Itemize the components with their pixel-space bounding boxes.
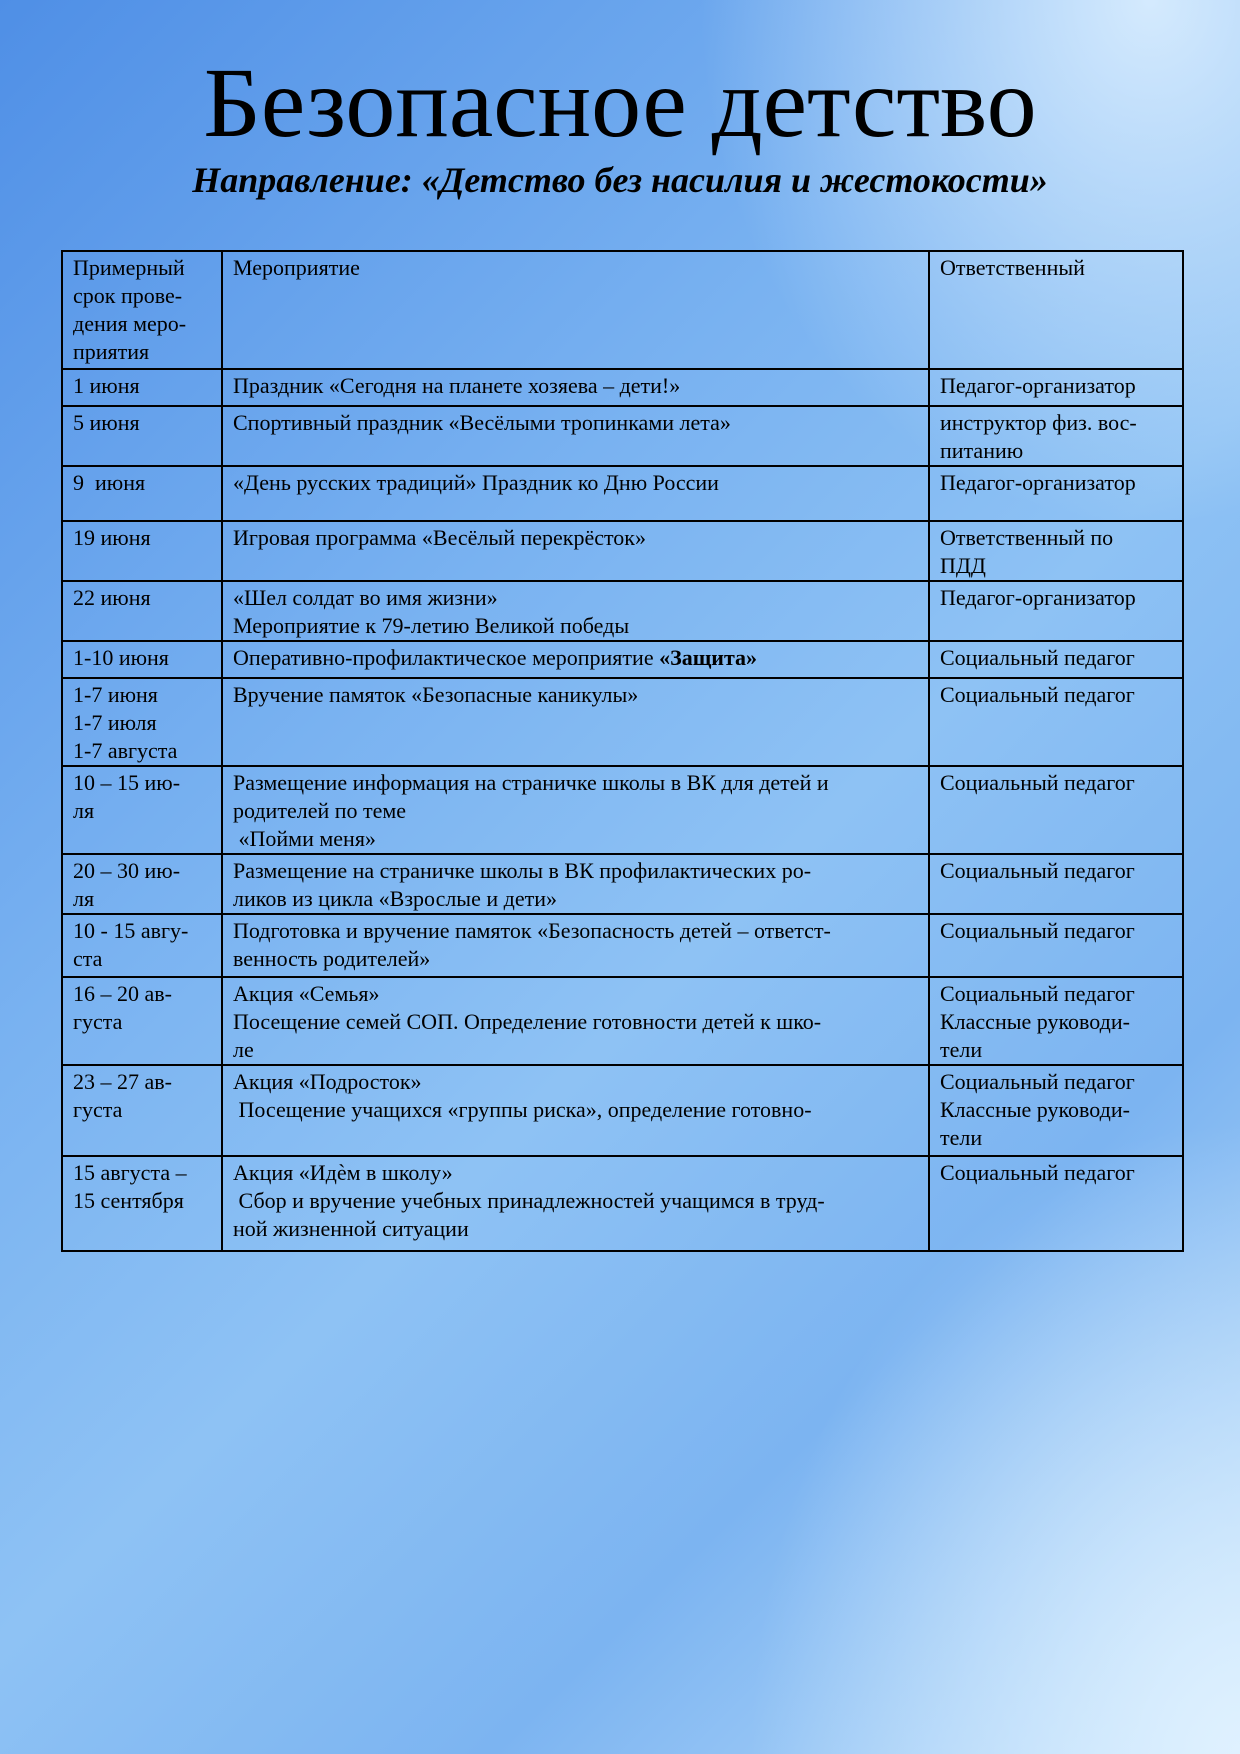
responsible-cell — [929, 369, 1183, 406]
event-cell — [222, 466, 929, 521]
responsible-cell — [929, 854, 1183, 914]
responsible-line: Ответственный по — [940, 525, 1114, 550]
date-cell — [62, 466, 222, 521]
date-cell — [62, 854, 222, 914]
responsible-cell — [929, 581, 1183, 641]
responsible-line: Педагог-организатор — [940, 373, 1136, 398]
table-row — [62, 521, 1183, 581]
date-line: 5 июня — [73, 410, 140, 435]
date-cell — [62, 406, 222, 466]
event-line: «День русских традиций» Праздник ко Дню России — [233, 470, 719, 495]
responsible-cell — [929, 521, 1183, 581]
responsible-cell — [929, 1065, 1183, 1156]
date-line: 10 – 15 ию- — [73, 770, 181, 795]
date-line: ля — [73, 798, 95, 823]
responsible-line: Педагог-организатор — [940, 470, 1136, 495]
events-table — [61, 250, 1184, 1252]
date-line: 15 августа – — [73, 1160, 187, 1185]
event-cell — [222, 406, 929, 466]
event-text: Оперативно-профилактическое мероприятие — [233, 645, 660, 670]
date-line: ста — [73, 946, 103, 971]
date-line: 1 июня — [73, 373, 140, 398]
date-line: 9 июня — [73, 470, 146, 495]
event-line: Сбор и вручение учебных принадлежностей учащимся в труд- — [233, 1188, 825, 1213]
event-line: венность родителей» — [233, 946, 431, 971]
date-line: 23 – 27 ав- — [73, 1069, 172, 1094]
event-text-bold: «Защита» — [659, 645, 758, 670]
table-row — [62, 854, 1183, 914]
date-line: густа — [73, 1097, 123, 1122]
table-row — [62, 406, 1183, 466]
header-date-cell — [62, 251, 222, 369]
date-line: густа — [73, 1009, 123, 1034]
responsible-line: Социальный педагог — [940, 858, 1135, 883]
responsible-cell — [929, 678, 1183, 766]
event-line: Посещение учащихся «группы риска», определение готовно- — [233, 1097, 812, 1122]
event-cell — [222, 1156, 929, 1251]
event-line: Праздник «Сегодня на планете хозяева – дети!» — [233, 373, 681, 398]
event-line: Подготовка и вручение памяток «Безопасность детей – ответст- — [233, 918, 831, 943]
table-row — [62, 641, 1183, 678]
event-line: Акция «Идѐм в школу» — [233, 1160, 453, 1185]
table-row — [62, 1065, 1183, 1156]
date-cell — [62, 641, 222, 678]
date-line: 16 – 20 ав- — [73, 981, 172, 1006]
event-line — [233, 644, 920, 672]
event-line: Размещение на страничке школы в ВК профилактических ро- — [233, 858, 812, 883]
date-cell — [62, 1065, 222, 1156]
event-line: Посещение семей СОП. Определение готовности детей к шко- — [233, 1009, 822, 1034]
page-subtitle: Направление: «Детство без насилия и жестокости» — [192, 160, 1048, 200]
responsible-line: питанию — [940, 438, 1024, 463]
header-date-line: приятия — [73, 339, 150, 364]
header-event-line: Мероприятие — [233, 255, 360, 280]
header-date-line: срок прове- — [73, 283, 183, 308]
date-line: ля — [73, 886, 95, 911]
date-line: 1-7 августа — [73, 738, 178, 763]
event-line: «Пойми меня» — [233, 826, 376, 851]
responsible-line: Социальный педагог — [940, 1069, 1135, 1094]
date-line: 1-7 июня — [73, 682, 158, 707]
date-line: 10 - 15 авгу- — [73, 918, 189, 943]
header-responsible-line: Ответственный — [940, 255, 1085, 280]
event-cell — [222, 766, 929, 854]
date-line: 22 июня — [73, 585, 151, 610]
event-cell — [222, 1065, 929, 1156]
date-cell — [62, 914, 222, 977]
responsible-line: тели — [940, 1125, 983, 1150]
event-line: Размещение информация на страничке школы в ВК для детей и — [233, 770, 829, 795]
responsible-cell — [929, 641, 1183, 678]
event-line: Акция «Семья» — [233, 981, 380, 1006]
responsible-line: Социальный педагог — [940, 770, 1135, 795]
responsible-line: Классные руководи- — [940, 1009, 1130, 1034]
responsible-line: ПДД — [940, 553, 986, 578]
header-date-line: дения меро- — [73, 311, 187, 336]
event-line: ле — [233, 1037, 254, 1062]
event-cell — [222, 641, 929, 678]
table-row — [62, 369, 1183, 406]
table-row — [62, 977, 1183, 1065]
table-row — [62, 466, 1183, 521]
date-cell — [62, 369, 222, 406]
event-line: Вручение памяток «Безопасные каникулы» — [233, 682, 639, 707]
date-cell — [62, 521, 222, 581]
responsible-cell — [929, 406, 1183, 466]
event-line: Спортивный праздник «Весёлыми тропинками лета» — [233, 410, 731, 435]
responsible-line: Социальный педагог — [940, 981, 1135, 1006]
header-event-cell — [222, 251, 929, 369]
responsible-line: Классные руководи- — [940, 1097, 1130, 1122]
responsible-line: инструктор физ. вос- — [940, 410, 1137, 435]
event-line: родителей по теме — [233, 798, 407, 823]
event-cell — [222, 581, 929, 641]
date-line: 19 июня — [73, 525, 151, 550]
event-cell — [222, 521, 929, 581]
event-cell — [222, 678, 929, 766]
event-line: Мероприятие к 79-летию Великой победы — [233, 613, 630, 638]
event-cell — [222, 369, 929, 406]
date-line: 20 – 30 ию- — [73, 858, 181, 883]
table-row — [62, 914, 1183, 977]
date-line: 15 сентября — [73, 1188, 184, 1213]
responsible-cell — [929, 466, 1183, 521]
date-line: 1-7 июля — [73, 710, 157, 735]
responsible-line: тели — [940, 1037, 983, 1062]
responsible-line: Социальный педагог — [940, 918, 1135, 943]
header-date-line: Примерный — [73, 255, 185, 280]
event-line: Игровая программа «Весёлый перекрёсток» — [233, 525, 646, 550]
date-cell — [62, 977, 222, 1065]
event-cell — [222, 914, 929, 977]
date-cell — [62, 581, 222, 641]
event-line: «Шел солдат во имя жизни» — [233, 585, 498, 610]
responsible-line: Социальный педагог — [940, 682, 1135, 707]
event-line: ной жизненной ситуации — [233, 1216, 469, 1241]
responsible-cell — [929, 766, 1183, 854]
responsible-line: Социальный педагог — [940, 645, 1135, 670]
header-responsible-cell — [929, 251, 1183, 369]
table-row — [62, 581, 1183, 641]
date-line: 1-10 июня — [73, 645, 169, 670]
table-row — [62, 766, 1183, 854]
date-cell — [62, 1156, 222, 1251]
event-cell — [222, 854, 929, 914]
event-line: Акция «Подросток» — [233, 1069, 422, 1094]
event-cell — [222, 977, 929, 1065]
page-title: Безопасное детство — [203, 47, 1037, 158]
responsible-line: Педагог-организатор — [940, 585, 1136, 610]
date-cell — [62, 678, 222, 766]
table-row — [62, 678, 1183, 766]
responsible-cell — [929, 1156, 1183, 1251]
event-line: ликов из цикла «Взрослые и дети» — [233, 886, 557, 911]
responsible-line: Социальный педагог — [940, 1160, 1135, 1185]
table-row — [62, 1156, 1183, 1251]
responsible-cell — [929, 914, 1183, 977]
responsible-cell — [929, 977, 1183, 1065]
date-cell — [62, 766, 222, 854]
table-header-row — [62, 251, 1183, 369]
